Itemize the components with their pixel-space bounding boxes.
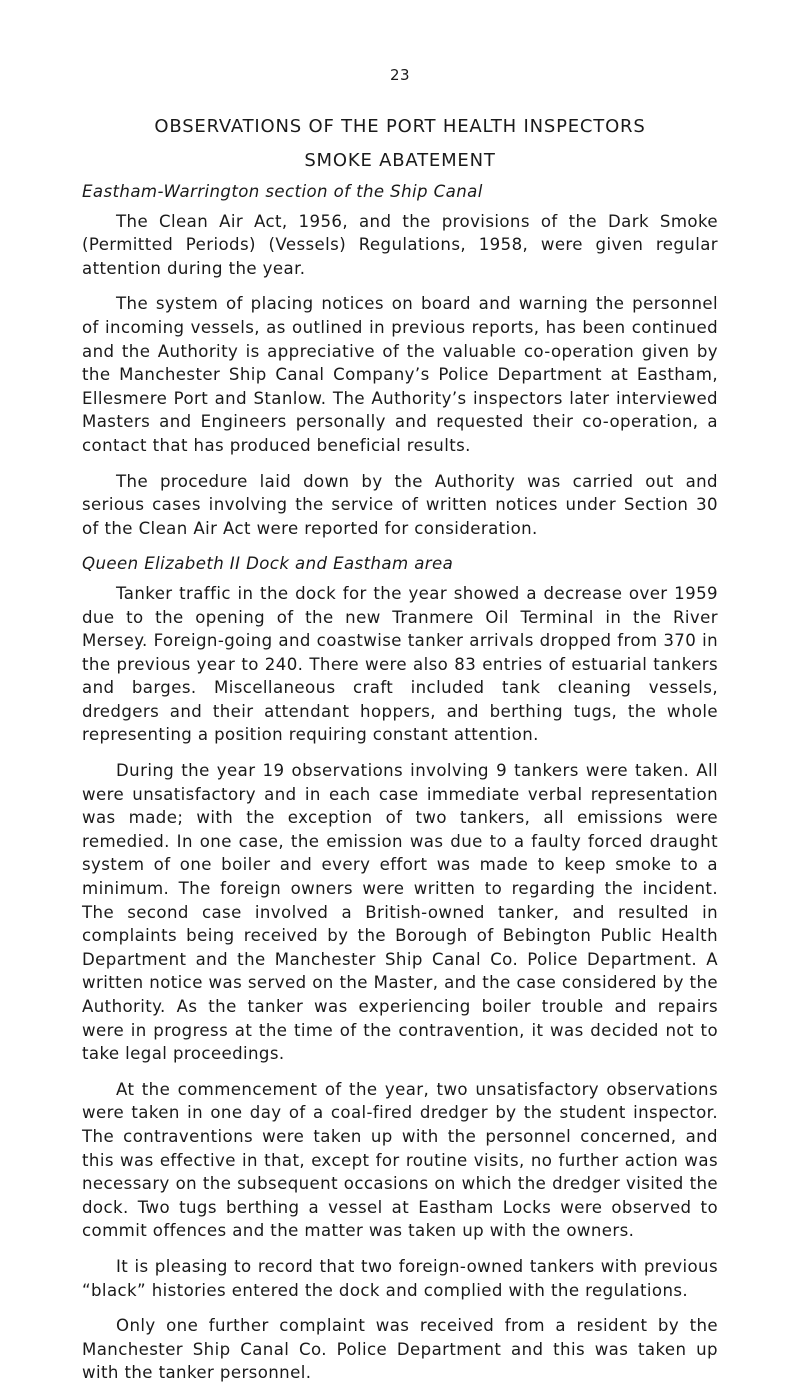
page-title: OBSERVATIONS OF THE PORT HEALTH INSPECTORS bbox=[154, 116, 646, 137]
paragraph: The system of placing notices on board and warning the personnel of incoming vessels, as outlined in previous reports, has been continued and the Authority is appreciative of the valuable co-operation given by the Manchester Ship Canal Company’s Police Department at Eastham, Ellesmere Port and Stanlow. The Authority’s inspectors later interviewed Masters and Engineers personally and requested their co-operation, a contact that has produced beneficial results. bbox=[82, 294, 718, 455]
page-number: 23 bbox=[389, 66, 411, 84]
section-heading-dock: Queen Elizabeth II Dock and Eastham area bbox=[82, 554, 454, 574]
paragraph: During the year 19 observations involving 9 tankers were taken. All were unsatisfactory and in each case immediate verbal representation was made; with the exception of two tankers, all emissions were remedied. In one case, the emission was due to a faulty forced draught system of one boiler and every effort was made to keep smoke to a minimum. The foreign owners were written to regarding the incident. The second case involved a British-owned tanker, and resulted in complaints being received by the Borough of Bebington Public Health Department and the Manchester Ship Canal Co. Police Department. A written notice was served on the Master, and the case considered by the Authority. As the tanker was experiencing boiler trouble and repairs were in progress at the time of the contravention, it was decided not to take legal proceedings. bbox=[82, 761, 718, 1064]
document-body bbox=[82, 180, 718, 1397]
section-heading-ship-canal: Eastham-Warrington section of the Ship Canal bbox=[82, 182, 483, 201]
paragraph: The Clean Air Act, 1956, and the provisions of the Dark Smoke (Permitted Periods) (Vessels) Regulations, 1958, were given regular attention during the year. bbox=[82, 211, 718, 278]
paragraph: Only one further complaint was received from a resident by the Manchester Ship Canal Co. Police Department and this was taken up with the tanker personnel. bbox=[82, 1316, 718, 1383]
paragraph: It is pleasing to record that two foreign-owned tankers with previous “black” histories entered the dock and complied with the regulations. bbox=[82, 1256, 718, 1300]
page-subtitle: SMOKE ABATEMENT bbox=[304, 150, 496, 171]
paragraph: At the commencement of the year, two unsatisfactory observations were taken in one day of a coal-fired dredger by the student inspector. The contraventions were taken up with the personnel concerned, and this was effective in that, except for routine visits, no further action was necessary on the subsequent occasions on which the dredger visited the dock. Two tugs berthing a vessel at Eastham Locks were observed to commit offences and the matter was taken up with the owners. bbox=[82, 1079, 718, 1241]
paragraph: The procedure laid down by the Authority was carried out and serious cases involving the service of written notices under Section 30 of the Clean Air Act were reported for consideration. bbox=[82, 471, 718, 538]
paragraph: Tanker traffic in the dock for the year showed a decrease over 1959 due to the opening of the new Tranmere Oil Terminal in the River Mersey. Foreign-going and coastwise tanker arrivals dropped from 370 in the previous year to 240. There were also 83 entries of estuarial tankers and barges. Miscellaneous craft included tank cleaning vessels, dredgers and their attendant hoppers, and berthing tugs, the whole representing a position requiring constant attention. bbox=[82, 583, 718, 745]
